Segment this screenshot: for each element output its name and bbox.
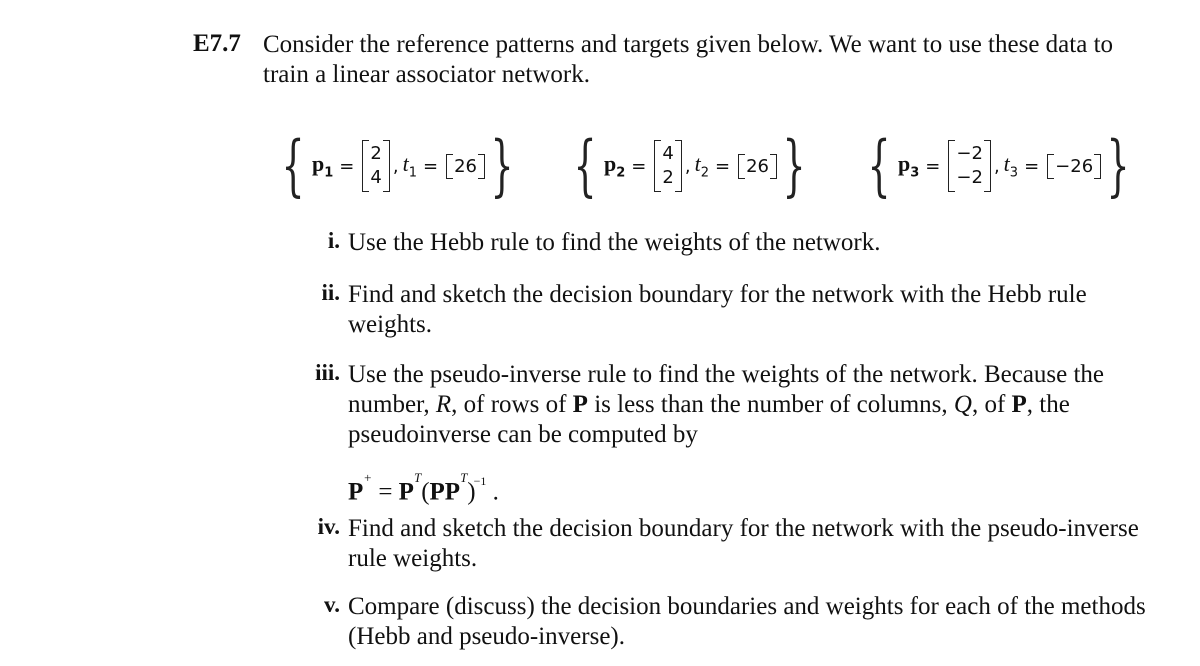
t-label: $t_2$ bbox=[694, 151, 709, 181]
item-label: ii. bbox=[321, 280, 340, 305]
item-label: i. bbox=[327, 228, 340, 253]
item-text: Find and sketch the decision boundary for the network with the Hebb rule weights. bbox=[348, 281, 1087, 338]
brace-open: { bbox=[867, 127, 891, 204]
equals-sign: = bbox=[631, 155, 647, 177]
p-label: $p_2$ bbox=[604, 151, 626, 181]
t-value: 26 bbox=[446, 154, 485, 179]
p-vector bbox=[948, 138, 991, 194]
problem-statement: Consider the reference patterns and targets given below. We want to use these data to train a linear associator network. bbox=[263, 31, 1114, 88]
equals-sign: = bbox=[925, 155, 941, 177]
brace-close: } bbox=[1106, 127, 1130, 204]
item-label: iv. bbox=[317, 514, 340, 539]
p-label: $p_1$ bbox=[312, 151, 334, 181]
vector-entry: −2 bbox=[956, 167, 983, 188]
vector-entry: 2 bbox=[370, 143, 382, 164]
vector-entry: 4 bbox=[662, 143, 674, 164]
pattern-pair-1 bbox=[278, 128, 517, 204]
var-Q: Q bbox=[953, 391, 972, 418]
equals-sign: = bbox=[714, 155, 731, 177]
pseudoinverse-formula: $P^+ = P^T(PP^T)^{-1}$ . bbox=[348, 470, 499, 506]
comma: , bbox=[684, 155, 691, 177]
item-label: v. bbox=[324, 592, 340, 617]
t-label: $t_1$ bbox=[402, 151, 417, 181]
p-vector bbox=[362, 138, 389, 194]
var-P: P bbox=[572, 391, 588, 418]
equals-sign: = bbox=[1024, 155, 1040, 177]
item-label: iii. bbox=[315, 360, 340, 385]
brace-open: { bbox=[573, 127, 597, 204]
brace-close: } bbox=[782, 127, 806, 204]
item-text: Compare (discuss) the decision boundaries and weights for each of the methods (Hebb and pseudo-inverse). bbox=[348, 593, 1146, 650]
pattern-pair-3 bbox=[864, 128, 1133, 204]
p-label: $p_3$ bbox=[898, 151, 920, 181]
pattern-pair-2 bbox=[570, 128, 809, 204]
item-text: Find and sketch the decision boundary for the network with the pseudo-inverse rule weights. bbox=[348, 515, 1139, 572]
vector-entry: 4 bbox=[370, 167, 382, 188]
p-vector bbox=[654, 138, 681, 194]
comma: , bbox=[993, 155, 1000, 177]
t-value: 26 bbox=[738, 154, 777, 179]
comma: , bbox=[392, 155, 399, 177]
equals-sign: = bbox=[339, 155, 355, 177]
vector-entry: −2 bbox=[956, 143, 983, 164]
var-P: P bbox=[1011, 391, 1027, 418]
t-value: −26 bbox=[1047, 154, 1101, 179]
equals-sign: = bbox=[422, 155, 439, 177]
brace-open: { bbox=[281, 127, 305, 204]
var-R: R bbox=[435, 391, 452, 418]
item-text: Use the Hebb rule to find the weights of the network. bbox=[348, 229, 881, 256]
t-label: $t_3$ bbox=[1003, 151, 1019, 181]
vector-entry: 2 bbox=[662, 167, 674, 188]
brace-close: } bbox=[490, 127, 514, 204]
problem-number: E7.7 bbox=[193, 30, 241, 57]
reference-patterns bbox=[278, 128, 1148, 204]
item-text: Use the pseudo-inverse rule to find the weights of the network. Because the number, R, of rows of P is less than the number of columns, Q, of P, the pseudoinverse can be computed by bbox=[348, 361, 1105, 448]
